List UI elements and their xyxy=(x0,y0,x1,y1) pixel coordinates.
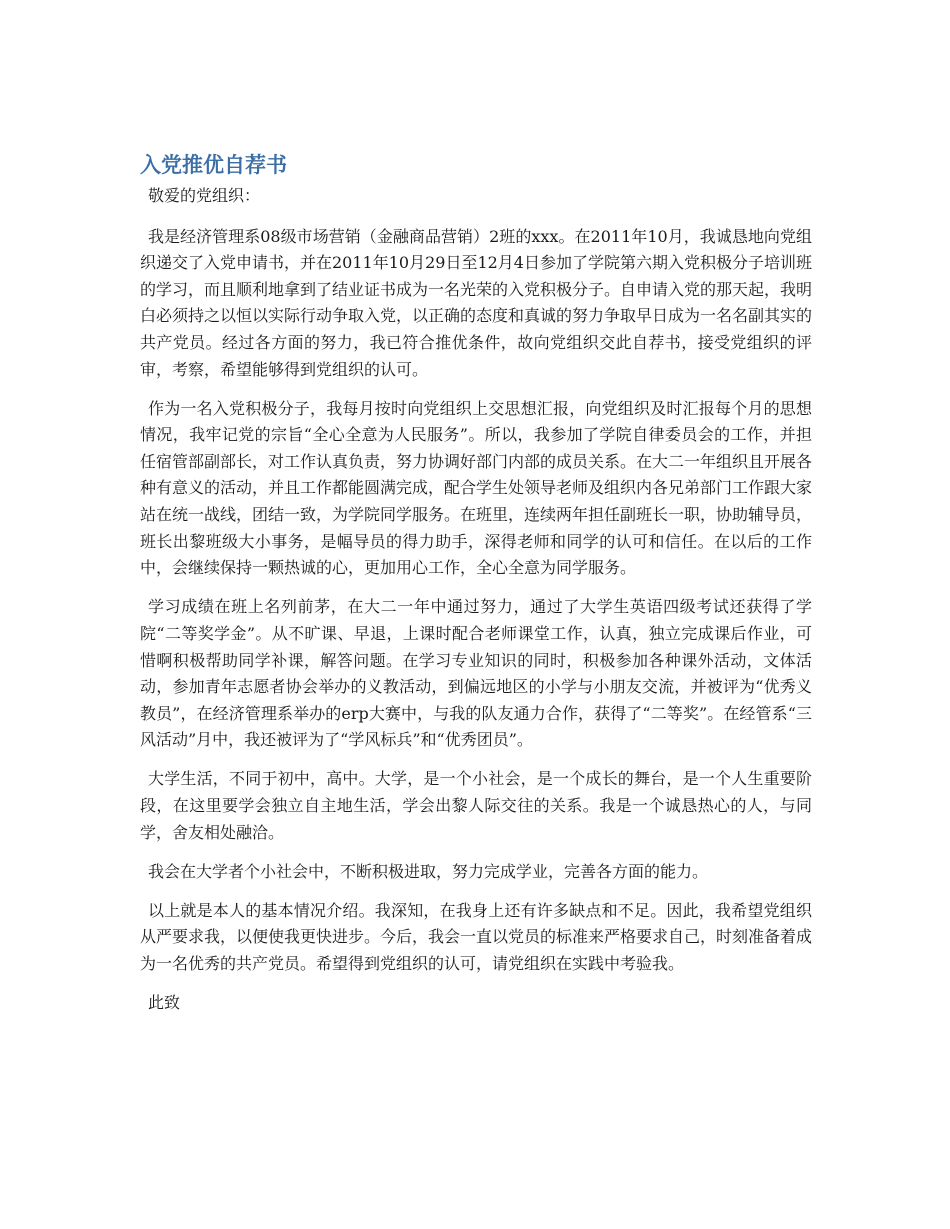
paragraph-application: 我是经济管理系08级市场营销（金融商品营销）2班的xxx。在2011年10月，我诚恳地向党组织递交了入党申请书，并在2011年10月29日至12月4日参加了学院第六期入党积极分子培训班的学习，而且顺利地拿到了结业证书成为一名光荣的入党积极分子。自申请入党的那天起，我明白必须持之以恒以实际行动争取入党，以正确的态度和真诚的努力争取早日成为一名名副其实的共产党员。经过各方面的努力，我已符合推优条件，故向党组织交此自荐书，接受党组织的评审，考察，希望能够得到党组织的认可。 xyxy=(140,226,813,379)
salutation: 敬爱的党组织： xyxy=(148,186,261,205)
document-title: 入党推优自荐书 xyxy=(140,153,287,177)
paragraph-commitment: 我会在大学者个小社会中，不断积极进取，努力完成学业，完善各方面的能力。 xyxy=(148,861,709,881)
paragraph-study: 学习成绩在班上名列前茅，在大二一年中通过努力，通过了大学生英语四级考试还获得了学院“二等奖学金”。从不旷课、早退，上课时配合老师课堂工作，认真，独立完成课后作业，可惜啊积极帮助同学补课，解答问题。在学习专业知识的同时，积极参加各种课外活动，文体活动，参加青年志愿者协会举办的义教活动，到偏远地区的小学与小朋友交流，并被评为“优秀义教员”，在经济管理系举办的erp大赛中，与我的队友通力合作，获得了“二等奖”。在经管系“三风活动”月中，我还被评为了“学风标兵”和“优秀团员”。 xyxy=(140,597,812,750)
document-body xyxy=(140,183,812,1029)
paragraph-work: 作为一名入党积极分子，我每月按时向党组织上交思想汇报，向党组织及时汇报每个月的思想情况，我牢记党的宗旨“全心全意为人民服务”。所以，我参加了学院自律委员会的工作，并担任宿管部副部长，对工作认真负责，努力协调好部门内部的成员关系。在大二一年组织且开展各种有意义的活动，并且工作都能圆满完成，配合学生处领导老师及组织内各兄弟部门工作跟大家站在统一战线，团结一致，为学院同学服务。在班里，连续两年担任副班长一职，协助辅导员，班长出黎班级大小事务，是幅导员的得力助手，深得老师和同学的认可和信任。在以后的工作中，会继续保持一颗热诚的心，更加用心工作，全心全意为同学服务。 xyxy=(140,398,813,578)
paragraph-college-life: 大学生活，不同于初中，高中。大学，是一个小社会，是一个成长的舞台，是一个人生重要阶段，在这里要学会独立自主地生活，学会出黎人际交往的关系。我是一个诚恳热心的人，与同学，舍友相处融洽。 xyxy=(140,769,812,842)
closing-line: 此致 xyxy=(148,993,181,1013)
paragraph-conclusion: 以上就是本人的基本情况介绍。我深知，在我身上还有许多缺点和不足。因此，我希望党组织从严要求我，以便使我更快进步。今后，我会一直以党员的标准来严格要求自己，时刻准备着成为一名优秀的共产党员。希望得到党组织的认可，请党组织在实践中考验我。 xyxy=(140,900,813,973)
